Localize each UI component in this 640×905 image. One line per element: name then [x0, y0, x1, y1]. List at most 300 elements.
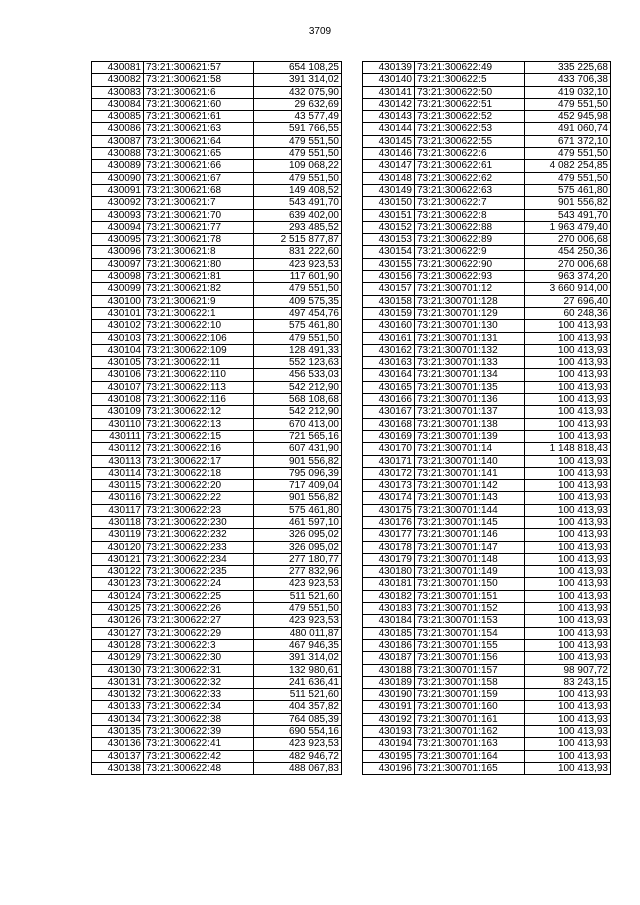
table-row [92, 381, 342, 393]
cadastral-number-cell: 73:21:300622:89 [415, 234, 525, 246]
row-number-cell: 430187 [363, 652, 415, 664]
row-number-cell: 430171 [363, 455, 415, 467]
row-number-cell: 430095 [92, 234, 144, 246]
table-row [92, 344, 342, 356]
table-row [92, 689, 342, 701]
table-row [363, 246, 611, 258]
table-row [92, 160, 342, 172]
cadastral-number-cell: 73:21:300622:113 [144, 381, 254, 393]
value-cell: 591 766,55 [254, 123, 342, 135]
row-number-cell: 430130 [92, 664, 144, 676]
value-cell: 100 413,93 [525, 332, 611, 344]
row-number-cell: 430145 [363, 135, 415, 147]
value-cell: 543 491,70 [525, 209, 611, 221]
cadastral-number-cell: 73:21:300622:233 [144, 541, 254, 553]
table-row [92, 492, 342, 504]
cadastral-number-cell: 73:21:300701:139 [415, 430, 525, 442]
table-row [363, 98, 611, 110]
value-cell: 100 413,93 [525, 344, 611, 356]
value-cell: 100 413,93 [525, 418, 611, 430]
row-number-cell: 430093 [92, 209, 144, 221]
row-number-cell: 430180 [363, 566, 415, 578]
row-number-cell: 430105 [92, 357, 144, 369]
cadastral-number-cell: 73:21:300701:130 [415, 320, 525, 332]
value-cell: 100 413,93 [525, 320, 611, 332]
cadastral-number-cell: 73:21:300621:67 [144, 172, 254, 184]
table-row [363, 295, 611, 307]
row-number-cell: 430106 [92, 369, 144, 381]
row-number-cell: 430092 [92, 197, 144, 209]
value-cell: 433 706,38 [525, 74, 611, 86]
value-cell: 479 551,50 [525, 98, 611, 110]
cadastral-number-cell: 73:21:300621:65 [144, 148, 254, 160]
row-number-cell: 430090 [92, 172, 144, 184]
cadastral-number-cell: 73:21:300622:55 [415, 135, 525, 147]
row-number-cell: 430104 [92, 344, 144, 356]
cadastral-number-cell: 73:21:300621:64 [144, 135, 254, 147]
row-number-cell: 430151 [363, 209, 415, 221]
value-cell: 654 108,25 [254, 62, 342, 74]
row-number-cell: 430164 [363, 369, 415, 381]
row-number-cell: 430186 [363, 639, 415, 651]
table-row [92, 307, 342, 319]
cadastral-number-cell: 73:21:300701:160 [415, 701, 525, 713]
row-number-cell: 430107 [92, 381, 144, 393]
value-cell: 963 374,20 [525, 271, 611, 283]
table-row [363, 480, 611, 492]
table-row [92, 86, 342, 98]
cadastral-number-cell: 73:21:300622:24 [144, 578, 254, 590]
cadastral-number-cell: 73:21:300622:34 [144, 701, 254, 713]
table-row [363, 283, 611, 295]
table-row [363, 762, 611, 774]
cadastral-number-cell: 73:21:300622:27 [144, 615, 254, 627]
value-cell: 479 551,50 [525, 148, 611, 160]
row-number-cell: 430135 [92, 726, 144, 738]
cadastral-number-cell: 73:21:300622:6 [415, 148, 525, 160]
row-number-cell: 430168 [363, 418, 415, 430]
table-row [363, 135, 611, 147]
cadastral-number-cell: 73:21:300701:151 [415, 590, 525, 602]
table-row [92, 516, 342, 528]
value-cell: 795 096,39 [254, 467, 342, 479]
table-row [363, 418, 611, 430]
table-row [363, 406, 611, 418]
value-cell: 575 461,80 [254, 320, 342, 332]
row-number-cell: 430128 [92, 639, 144, 651]
row-number-cell: 430189 [363, 676, 415, 688]
cadastral-number-cell: 73:21:300622:106 [144, 332, 254, 344]
value-cell: 270 006,68 [525, 234, 611, 246]
table-row [363, 111, 611, 123]
row-number-cell: 430118 [92, 516, 144, 528]
table-row [92, 578, 342, 590]
table-row [92, 209, 342, 221]
table-row [92, 62, 342, 74]
cadastral-number-cell: 73:21:300622:32 [144, 676, 254, 688]
cadastral-number-cell: 73:21:300621:60 [144, 98, 254, 110]
table-row [92, 271, 342, 283]
row-number-cell: 430158 [363, 295, 415, 307]
value-cell: 717 409,04 [254, 480, 342, 492]
cadastral-number-cell: 73:21:300701:156 [415, 652, 525, 664]
row-number-cell: 430195 [363, 750, 415, 762]
row-number-cell: 430085 [92, 111, 144, 123]
row-number-cell: 430114 [92, 467, 144, 479]
value-cell: 542 212,90 [254, 381, 342, 393]
cadastral-number-cell: 73:21:300621:77 [144, 221, 254, 233]
table-row [363, 74, 611, 86]
value-cell: 575 461,80 [525, 184, 611, 196]
row-number-cell: 430134 [92, 713, 144, 725]
cadastral-number-cell: 73:21:300701:149 [415, 566, 525, 578]
table-row [92, 627, 342, 639]
cadastral-number-cell: 73:21:300701:141 [415, 467, 525, 479]
row-number-cell: 430088 [92, 148, 144, 160]
cadastral-number-cell: 73:21:300622:52 [415, 111, 525, 123]
table-row [92, 332, 342, 344]
cadastral-number-cell: 73:21:300701:140 [415, 455, 525, 467]
table-row [92, 480, 342, 492]
value-cell: 670 413,00 [254, 418, 342, 430]
value-cell: 100 413,93 [525, 553, 611, 565]
cadastral-number-cell: 73:21:300622:1 [144, 307, 254, 319]
value-cell: 671 372,10 [525, 135, 611, 147]
value-cell: 482 946,72 [254, 750, 342, 762]
cadastral-number-cell: 73:21:300622:25 [144, 590, 254, 602]
table-row [92, 615, 342, 627]
row-number-cell: 430154 [363, 246, 415, 258]
value-cell: 100 413,93 [525, 578, 611, 590]
value-cell: 100 413,93 [525, 480, 611, 492]
row-number-cell: 430149 [363, 184, 415, 196]
value-cell: 901 556,82 [254, 455, 342, 467]
cadastral-number-cell: 73:21:300622:42 [144, 750, 254, 762]
table-row [363, 148, 611, 160]
cadastral-number-cell: 73:21:300621:81 [144, 271, 254, 283]
cadastral-number-cell: 73:21:300701:135 [415, 381, 525, 393]
table-row [363, 381, 611, 393]
value-cell: 100 413,93 [525, 590, 611, 602]
cadastral-number-cell: 73:21:300622:3 [144, 639, 254, 651]
value-cell: 511 521,60 [254, 689, 342, 701]
cadastral-number-cell: 73:21:300701:144 [415, 504, 525, 516]
row-number-cell: 430115 [92, 480, 144, 492]
left-table-body [92, 62, 342, 775]
value-cell: 423 923,53 [254, 615, 342, 627]
cadastral-number-cell: 73:21:300621:80 [144, 258, 254, 270]
row-number-cell: 430147 [363, 160, 415, 172]
value-cell: 100 413,93 [525, 566, 611, 578]
row-number-cell: 430112 [92, 443, 144, 455]
cadastral-number-cell: 73:21:300701:152 [415, 603, 525, 615]
row-number-cell: 430121 [92, 553, 144, 565]
cadastral-number-cell: 73:21:300701:136 [415, 394, 525, 406]
row-number-cell: 430153 [363, 234, 415, 246]
row-number-cell: 430096 [92, 246, 144, 258]
table-row [363, 701, 611, 713]
cadastral-number-cell: 73:21:300622:11 [144, 357, 254, 369]
value-cell: 100 413,93 [525, 529, 611, 541]
row-number-cell: 430191 [363, 701, 415, 713]
value-cell: 901 556,82 [525, 197, 611, 209]
cadastral-number-cell: 73:21:300701:137 [415, 406, 525, 418]
value-cell: 432 075,90 [254, 86, 342, 98]
table-row [92, 726, 342, 738]
table-row [363, 529, 611, 541]
value-cell: 901 556,82 [254, 492, 342, 504]
table-row [92, 443, 342, 455]
row-number-cell: 430176 [363, 516, 415, 528]
value-cell: 100 413,93 [525, 357, 611, 369]
table-row [92, 369, 342, 381]
value-cell: 100 413,93 [525, 492, 611, 504]
row-number-cell: 430125 [92, 603, 144, 615]
cadastral-number-cell: 73:21:300622:29 [144, 627, 254, 639]
row-number-cell: 430087 [92, 135, 144, 147]
cadastral-number-cell: 73:21:300622:116 [144, 394, 254, 406]
cadastral-number-cell: 73:21:300622:8 [415, 209, 525, 221]
table-row [92, 652, 342, 664]
table-row [363, 676, 611, 688]
value-cell: 60 248,36 [525, 307, 611, 319]
cadastral-number-cell: 73:21:300701:153 [415, 615, 525, 627]
value-cell: 100 413,93 [525, 652, 611, 664]
value-cell: 100 413,93 [525, 394, 611, 406]
cadastral-number-cell: 73:21:300622:230 [144, 516, 254, 528]
table-row [363, 750, 611, 762]
table-row [363, 504, 611, 516]
row-number-cell: 430119 [92, 529, 144, 541]
row-number-cell: 430141 [363, 86, 415, 98]
row-number-cell: 430152 [363, 221, 415, 233]
row-number-cell: 430174 [363, 492, 415, 504]
value-cell: 568 108,68 [254, 394, 342, 406]
value-cell: 277 832,96 [254, 566, 342, 578]
cadastral-number-cell: 73:21:300622:30 [144, 652, 254, 664]
cadastral-number-cell: 73:21:300621:61 [144, 111, 254, 123]
cadastral-number-cell: 73:21:300622:16 [144, 443, 254, 455]
cadastral-number-cell: 73:21:300701:14 [415, 443, 525, 455]
table-row [92, 283, 342, 295]
cadastral-number-cell: 73:21:300622:53 [415, 123, 525, 135]
table-row [92, 394, 342, 406]
cadastral-number-cell: 73:21:300701:158 [415, 676, 525, 688]
row-number-cell: 430110 [92, 418, 144, 430]
value-cell: 132 980,61 [254, 664, 342, 676]
row-number-cell: 430156 [363, 271, 415, 283]
table-row [363, 332, 611, 344]
value-cell: 479 551,50 [254, 283, 342, 295]
cadastral-number-cell: 73:21:300701:143 [415, 492, 525, 504]
row-number-cell: 430117 [92, 504, 144, 516]
row-number-cell: 430188 [363, 664, 415, 676]
table-row [92, 234, 342, 246]
cadastral-number-cell: 73:21:300621:7 [144, 197, 254, 209]
cadastral-number-cell: 73:21:300622:5 [415, 74, 525, 86]
cadastral-number-cell: 73:21:300701:164 [415, 750, 525, 762]
value-cell: 149 408,52 [254, 184, 342, 196]
row-number-cell: 430175 [363, 504, 415, 516]
value-cell: 543 491,70 [254, 197, 342, 209]
row-number-cell: 430166 [363, 394, 415, 406]
cadastral-number-cell: 73:21:300622:62 [415, 172, 525, 184]
table-row [363, 123, 611, 135]
table-row [92, 467, 342, 479]
table-row [363, 492, 611, 504]
value-cell: 100 413,93 [525, 639, 611, 651]
value-cell: 109 068,22 [254, 160, 342, 172]
cadastral-number-cell: 73:21:300622:17 [144, 455, 254, 467]
cadastral-number-cell: 73:21:300701:157 [415, 664, 525, 676]
table-row [92, 123, 342, 135]
cadastral-number-cell: 73:21:300622:18 [144, 467, 254, 479]
row-number-cell: 430144 [363, 123, 415, 135]
row-number-cell: 430084 [92, 98, 144, 110]
right-table-body [363, 62, 611, 775]
table-row [363, 369, 611, 381]
value-cell: 491 060,74 [525, 123, 611, 135]
cadastral-number-cell: 73:21:300701:161 [415, 713, 525, 725]
value-cell: 100 413,93 [525, 615, 611, 627]
cadastral-number-cell: 73:21:300622:20 [144, 480, 254, 492]
value-cell: 100 413,93 [525, 738, 611, 750]
row-number-cell: 430109 [92, 406, 144, 418]
value-cell: 100 413,93 [525, 541, 611, 553]
row-number-cell: 430136 [92, 738, 144, 750]
table-row [363, 578, 611, 590]
table-row [363, 664, 611, 676]
row-number-cell: 430165 [363, 381, 415, 393]
cadastral-number-cell: 73:21:300701:147 [415, 541, 525, 553]
table-row [92, 74, 342, 86]
row-number-cell: 430086 [92, 123, 144, 135]
table-row [363, 307, 611, 319]
value-cell: 764 085,39 [254, 713, 342, 725]
cadastral-number-cell: 73:21:300701:138 [415, 418, 525, 430]
table-row [363, 160, 611, 172]
table-row [363, 615, 611, 627]
row-number-cell: 430142 [363, 98, 415, 110]
cadastral-number-cell: 73:21:300622:33 [144, 689, 254, 701]
table-row [92, 184, 342, 196]
row-number-cell: 430170 [363, 443, 415, 455]
table-row [92, 664, 342, 676]
value-cell: 117 601,90 [254, 271, 342, 283]
table-row [363, 430, 611, 442]
table-row [363, 689, 611, 701]
cadastral-number-cell: 73:21:300701:163 [415, 738, 525, 750]
table-row [92, 135, 342, 147]
table-row [363, 603, 611, 615]
row-number-cell: 430181 [363, 578, 415, 590]
value-cell: 454 250,36 [525, 246, 611, 258]
value-cell: 480 011,87 [254, 627, 342, 639]
cadastral-number-cell: 73:21:300621:58 [144, 74, 254, 86]
row-number-cell: 430124 [92, 590, 144, 602]
cadastral-number-cell: 73:21:300622:31 [144, 664, 254, 676]
table-row [92, 738, 342, 750]
row-number-cell: 430167 [363, 406, 415, 418]
cadastral-number-cell: 73:21:300701:162 [415, 726, 525, 738]
cadastral-number-cell: 73:21:300622:110 [144, 369, 254, 381]
cadastral-number-cell: 73:21:300622:12 [144, 406, 254, 418]
row-number-cell: 430190 [363, 689, 415, 701]
table-row [92, 676, 342, 688]
row-number-cell: 430097 [92, 258, 144, 270]
value-cell: 100 413,93 [525, 504, 611, 516]
table-row [363, 62, 611, 74]
value-cell: 391 314,02 [254, 74, 342, 86]
value-cell: 404 357,82 [254, 701, 342, 713]
table-row [363, 713, 611, 725]
value-cell: 128 491,33 [254, 344, 342, 356]
row-number-cell: 430081 [92, 62, 144, 74]
row-number-cell: 430196 [363, 762, 415, 774]
row-number-cell: 430127 [92, 627, 144, 639]
row-number-cell: 430126 [92, 615, 144, 627]
row-number-cell: 430100 [92, 295, 144, 307]
value-cell: 100 413,93 [525, 689, 611, 701]
row-number-cell: 430182 [363, 590, 415, 602]
table-row [363, 566, 611, 578]
value-cell: 83 243,15 [525, 676, 611, 688]
row-number-cell: 430159 [363, 307, 415, 319]
value-cell: 100 413,93 [525, 726, 611, 738]
value-cell: 479 551,50 [254, 172, 342, 184]
row-number-cell: 430131 [92, 676, 144, 688]
value-cell: 4 082 254,85 [525, 160, 611, 172]
value-cell: 326 095,02 [254, 529, 342, 541]
table-row [363, 344, 611, 356]
value-cell: 639 402,00 [254, 209, 342, 221]
table-row [92, 762, 342, 774]
row-number-cell: 430173 [363, 480, 415, 492]
value-cell: 100 413,93 [525, 627, 611, 639]
table-row [92, 357, 342, 369]
cadastral-number-cell: 73:21:300701:131 [415, 332, 525, 344]
value-cell: 1 963 479,40 [525, 221, 611, 233]
value-cell: 488 067,83 [254, 762, 342, 774]
value-cell: 690 554,16 [254, 726, 342, 738]
row-number-cell: 430102 [92, 320, 144, 332]
row-number-cell: 430172 [363, 467, 415, 479]
table-row [92, 258, 342, 270]
table-row [92, 713, 342, 725]
table-row [363, 258, 611, 270]
table-row [363, 197, 611, 209]
row-number-cell: 430143 [363, 111, 415, 123]
cadastral-number-cell: 73:21:300622:109 [144, 344, 254, 356]
value-cell: 456 533,03 [254, 369, 342, 381]
value-cell: 511 521,60 [254, 590, 342, 602]
row-number-cell: 430111 [92, 430, 144, 442]
cadastral-number-cell: 73:21:300701:145 [415, 516, 525, 528]
cadastral-number-cell: 73:21:300621:78 [144, 234, 254, 246]
table-row [363, 86, 611, 98]
row-number-cell: 430150 [363, 197, 415, 209]
cadastral-number-cell: 73:21:300622:22 [144, 492, 254, 504]
table-row [92, 221, 342, 233]
value-cell: 100 413,93 [525, 762, 611, 774]
row-number-cell: 430146 [363, 148, 415, 160]
value-cell: 479 551,50 [254, 148, 342, 160]
table-row [363, 221, 611, 233]
cadastral-number-cell: 73:21:300701:142 [415, 480, 525, 492]
row-number-cell: 430148 [363, 172, 415, 184]
row-number-cell: 430184 [363, 615, 415, 627]
table-row [92, 504, 342, 516]
